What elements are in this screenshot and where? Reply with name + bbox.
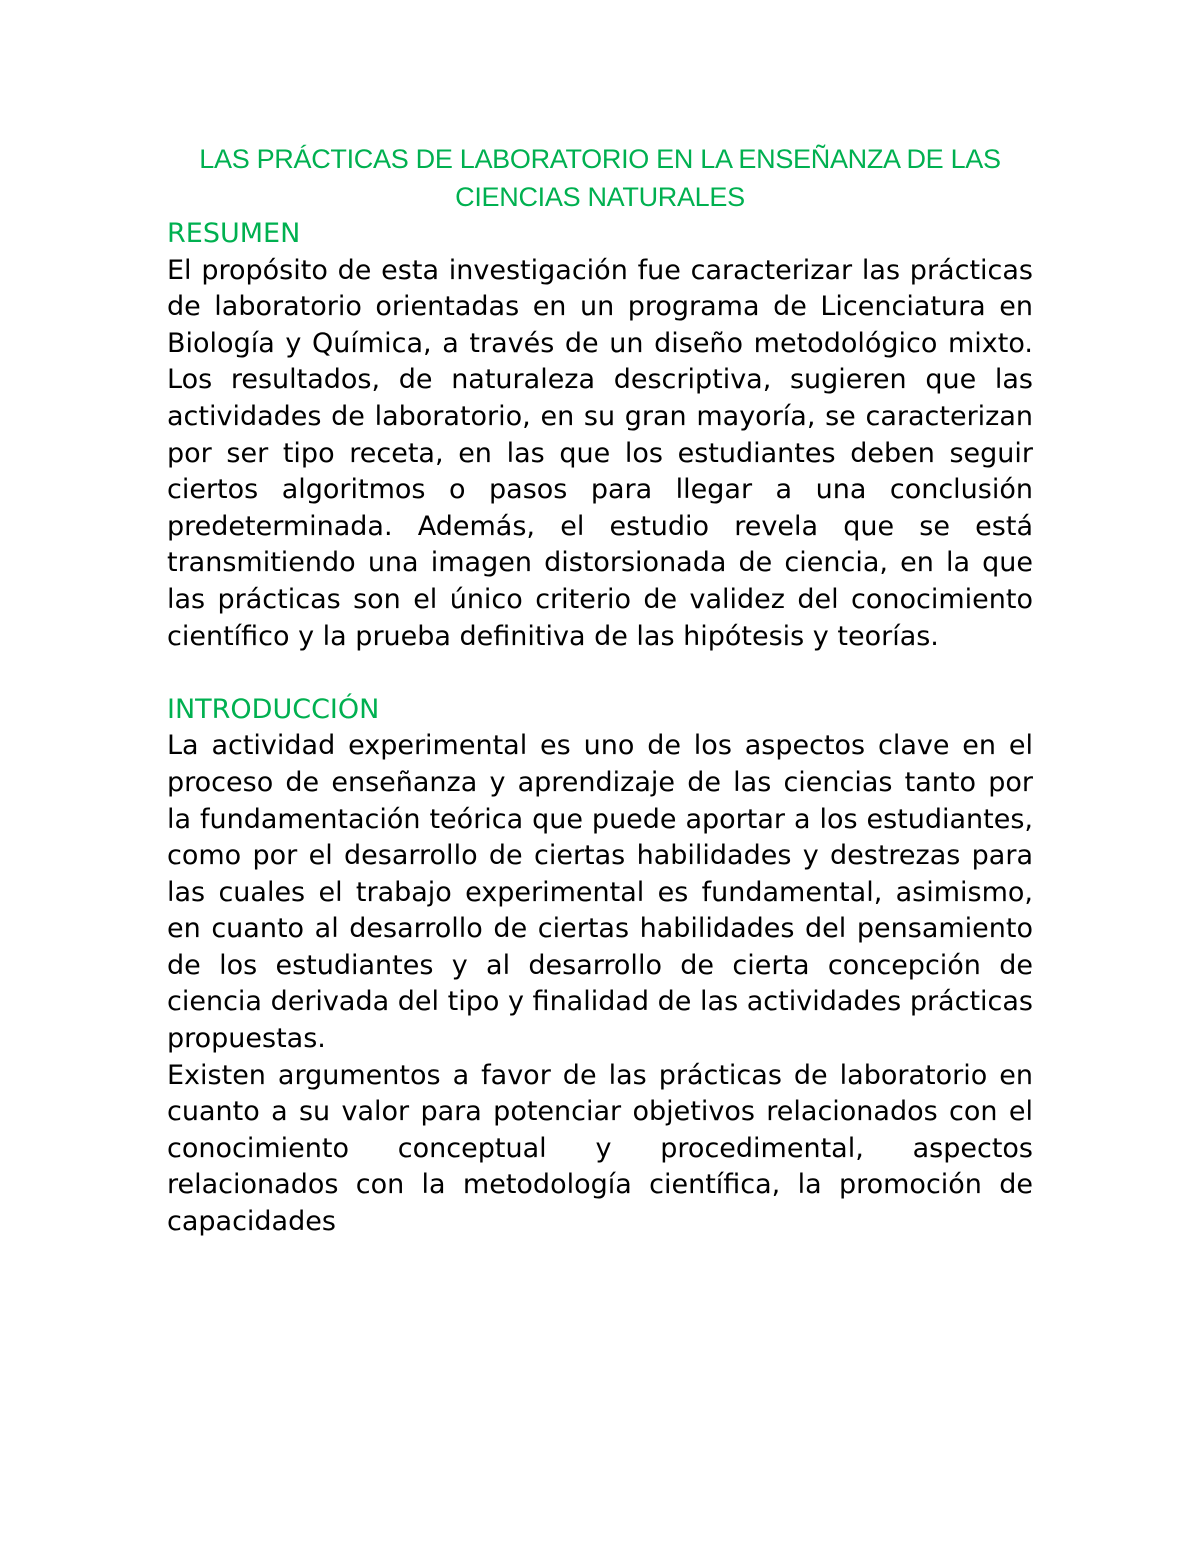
introduccion-paragraph-2: Existen argumentos a favor de las prácticas de laboratorio en cuanto a su valor para potenciar objetivos relacionados con el conocimiento conceptual y procedimental, aspectos relacionados con la metodología científica, la promoción de capacidades (167, 1059, 1033, 1238)
title-line-1: LAS PRÁCTICAS DE LABORATORIO EN LA ENSEÑANZA DE LAS (199, 144, 1001, 174)
title-line-2: CIENCIAS NATURALES (455, 182, 745, 212)
introduccion-paragraph-1: La actividad experimental es uno de los aspectos clave en el proceso de enseñanza y aprendizaje de las ciencias tanto por la fundamentación teórica que puede aportar a los estudiantes, como por el desarrollo de ciertas habilidades y destrezas para las cuales el trabajo experimental es fundamental, asimismo, en cuanto al desarrollo de ciertas habilidades del pensamiento de los estudiantes y al desarrollo de cierta concepción de ciencia derivada del tipo y finalidad de las actividades prácticas propuestas. (167, 730, 1033, 1055)
section-heading-introduccion: INTRODUCCIÓN (167, 693, 380, 725)
document-title (167, 140, 1033, 216)
section-heading-resumen: RESUMEN (167, 218, 301, 249)
section-spacer (167, 655, 1033, 692)
resumen-paragraph: El propósito de esta investigación fue caracterizar las prácticas de laboratorio orientadas en un programa de Licenciatura en Biología y Química, a través de un diseño metodológico mixto. Los resultados, de naturaleza descriptiva, sugieren que las actividades de laboratorio, en su gran mayoría, se caracterizan por ser tipo receta, en las que los estudiantes deben seguir ciertos algoritmos o pasos para llegar a una conclusión predeterminada. Además, el estudio revela que se está transmitiendo una imagen distorsionada de ciencia, en la que las prácticas son el único criterio de validez del conocimiento científico y la prueba definitiva de las hipótesis y teorías. (167, 254, 1033, 652)
document-content (167, 140, 1033, 1241)
